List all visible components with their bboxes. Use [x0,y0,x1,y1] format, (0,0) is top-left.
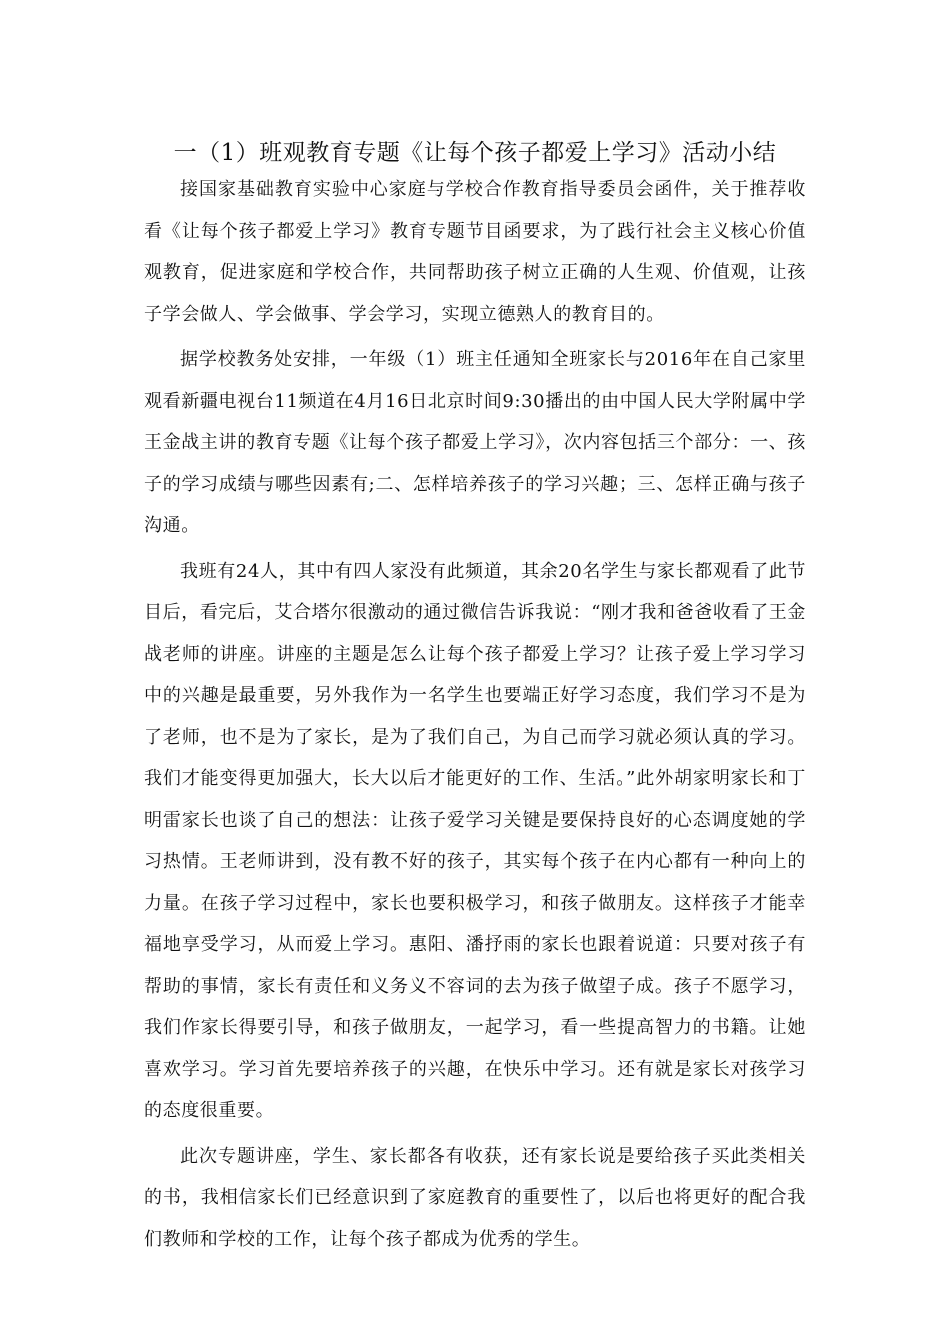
paragraph-arrangement: 据学校教务处安排，一年级（1）班主任通知全班家长与2016年在自己家里观看新疆电视台11频道在4月16日北京时间9:30播出的由中国人民大学附属中学王金战主讲的教育专题《让每个孩子都爱上学习》，次内容包括三个部分：一、孩子的学习成绩与哪些因素有;二、怎样培养孩子的学习兴趣；三、怎样正确与孩子沟通。 [144,349,806,536]
document-title: 一（1）班观教育专题《让每个孩子都爱上学习》活动小结 [173,140,777,166]
paragraph-feedback: 我班有24人，其中有四人家没有此频道，其余20名学生与家长都观看了此节目后，看完后，艾合塔尔很激动的通过微信告诉我说：“刚才我和爸爸收看了王金战老师的讲座。讲座的主题是怎么让每个孩子都爱上学习？让孩子爱上学习学习中的兴趣是最重要，另外我作为一名学生也要端正好学习态度，我们学习不是为了老师，也不是为了家长，是为了我们自己，为自己而学习就必须认真的学习。我们才能变得更加强大，长大以后才能更好的工作、生活。”此外胡家明家长和丁明雷家长也谈了自己的想法：让孩子爱学习关键是要保持良好的心态调度她的学习热情。王老师讲到，没有教不好的孩子，其实每个孩子在内心都有一种向上的力量。在孩子学习过程中，家长也要积极学习，和孩子做朋友。这样孩子才能幸福地享受学习，从而爱上学习。惠阳、潘抒雨的家长也跟着说道：只要对孩子有帮助的事情，家长有责任和义务义不容词的去为孩子做望子成。孩子不愿学习，我们作家长得要引导，和孩子做朋友，一起学习，看一些提高智力的书籍。让她喜欢学习。学习首先要培养孩子的兴趣，在快乐中学习。还有就是家长对孩学习的态度很重要。 [144,560,806,1121]
paragraph-conclusion: 此次专题讲座，学生、家长都各有收获，还有家长说是要给孩子买此类相关的书，我相信家长们已经意识到了家庭教育的重要性了，以后也将更好的配合我们教师和学校的工作，让每个孩子都成为优秀的学生。 [144,1145,806,1250]
document-body [144,169,806,1260]
paragraph-intro: 接国家基础教育实验中心家庭与学校合作教育指导委员会函件，关于推荐收看《让每个孩子都爱上学习》教育专题节目函要求，为了践行社会主义核心价值观教育，促进家庭和学校合作，共同帮助孩子树立正确的人生观、价值观，让孩子学会做人、学会做事、学会学习，实现立德熟人的教育目的。 [144,179,806,325]
